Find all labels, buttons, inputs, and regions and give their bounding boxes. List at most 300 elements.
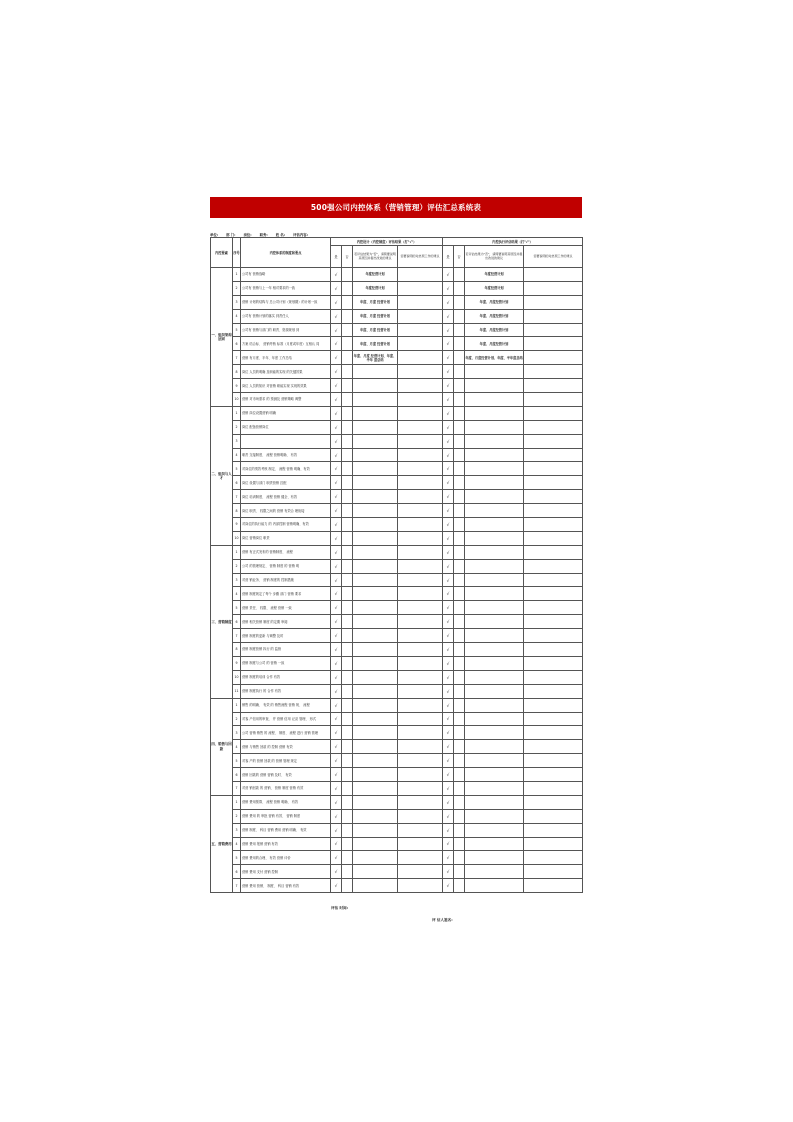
seq-cell: 3 bbox=[233, 573, 241, 587]
design-reason-cell: 年度、月度 经营计划 bbox=[353, 323, 398, 337]
table-row bbox=[211, 490, 583, 504]
seq-cell: 4 bbox=[233, 837, 241, 851]
exec-no-cell bbox=[454, 823, 465, 837]
design-plan-cell bbox=[398, 393, 443, 407]
design-no-cell bbox=[342, 504, 353, 518]
design-yes-cell: √ bbox=[331, 615, 342, 629]
header-exec-reason: 若评估结果为"否"，请简要说明其原因并提出改进的建议 bbox=[465, 246, 524, 268]
exec-no-cell bbox=[454, 629, 465, 643]
design-yes-cell: √ bbox=[331, 406, 342, 420]
exec-reason-cell: 年度、月度经营计划、年度、半年度总结 bbox=[465, 351, 524, 365]
table-row bbox=[211, 406, 583, 420]
design-reason-cell bbox=[353, 448, 398, 462]
exec-reason-cell bbox=[465, 448, 524, 462]
design-reason-cell bbox=[353, 365, 398, 379]
design-no-cell bbox=[342, 379, 353, 393]
item-cell: 岗位 配备营销岗位 bbox=[241, 420, 331, 434]
exec-no-cell bbox=[454, 684, 465, 698]
exec-plan-cell bbox=[524, 309, 583, 323]
seq-cell: 7 bbox=[233, 351, 241, 365]
exec-plan-cell bbox=[524, 823, 583, 837]
design-reason-cell bbox=[353, 531, 398, 545]
table-row bbox=[211, 504, 583, 518]
exec-no-cell bbox=[454, 462, 465, 476]
design-yes-cell: √ bbox=[331, 295, 342, 309]
design-yes-cell: √ bbox=[331, 587, 342, 601]
exec-plan-cell bbox=[524, 573, 583, 587]
exec-plan-cell bbox=[524, 323, 583, 337]
meta-name: 姓 名: bbox=[275, 232, 286, 237]
design-plan-cell bbox=[398, 712, 443, 726]
design-reason-cell bbox=[353, 545, 398, 559]
exec-yes-cell: √ bbox=[443, 601, 454, 615]
design-yes-cell: √ bbox=[331, 781, 342, 795]
table-row bbox=[211, 781, 583, 795]
design-plan-cell bbox=[398, 573, 443, 587]
design-yes-cell: √ bbox=[331, 504, 342, 518]
exec-no-cell bbox=[454, 309, 465, 323]
table-row bbox=[211, 754, 583, 768]
exec-yes-cell: √ bbox=[443, 268, 454, 282]
category-cell: 五、营销费用 bbox=[211, 795, 233, 892]
header-design-yes: 是 bbox=[331, 246, 342, 268]
exec-no-cell bbox=[454, 754, 465, 768]
design-yes-cell: √ bbox=[331, 629, 342, 643]
design-reason-cell: 年度经营计划 bbox=[353, 268, 398, 282]
seq-cell: 1 bbox=[233, 795, 241, 809]
seq-cell: 7 bbox=[233, 490, 241, 504]
item-cell: 营销 费用 营销、 制度、 科目 营销 有效 bbox=[241, 879, 331, 893]
header-exec-yes: 是 bbox=[443, 246, 454, 268]
evaluation-table bbox=[210, 237, 583, 893]
item-cell: 营销 相关营销 制度 的定期 审阅 bbox=[241, 615, 331, 629]
exec-reason-cell: 年度经营计划 bbox=[465, 281, 524, 295]
design-reason-cell: 年度、月度 经营计划、年度、半年 度总结 bbox=[353, 351, 398, 365]
exec-reason-cell bbox=[465, 656, 524, 670]
item-cell: 公司有 营销与上一年 相对要求的一致 bbox=[241, 281, 331, 295]
table-row bbox=[211, 656, 583, 670]
exec-plan-cell bbox=[524, 656, 583, 670]
design-plan-cell bbox=[398, 837, 443, 851]
exec-reason-cell bbox=[465, 573, 524, 587]
exec-yes-cell: √ bbox=[443, 795, 454, 809]
seq-cell: 4 bbox=[233, 448, 241, 462]
exec-no-cell bbox=[454, 337, 465, 351]
table-row bbox=[211, 865, 583, 879]
design-reason-cell bbox=[353, 656, 398, 670]
table-row bbox=[211, 420, 583, 434]
meta-content: 评估内容: bbox=[293, 232, 308, 237]
table-row bbox=[211, 837, 583, 851]
exec-yes-cell: √ bbox=[443, 726, 454, 740]
exec-plan-cell bbox=[524, 768, 583, 782]
exec-yes-cell: √ bbox=[443, 504, 454, 518]
design-plan-cell bbox=[398, 351, 443, 365]
table-row bbox=[211, 684, 583, 698]
item-cell: 岗位 营销岗位 职责 bbox=[241, 531, 331, 545]
exec-reason-cell bbox=[465, 434, 524, 448]
exec-plan-cell bbox=[524, 615, 583, 629]
table-row bbox=[211, 531, 583, 545]
design-reason-cell bbox=[353, 684, 398, 698]
seq-cell: 6 bbox=[233, 768, 241, 782]
design-reason-cell bbox=[353, 795, 398, 809]
design-yes-cell: √ bbox=[331, 309, 342, 323]
exec-no-cell bbox=[454, 295, 465, 309]
design-plan-cell bbox=[398, 670, 443, 684]
design-reason-cell bbox=[353, 504, 398, 518]
table-row bbox=[211, 851, 583, 865]
design-reason-cell bbox=[353, 379, 398, 393]
design-no-cell bbox=[342, 281, 353, 295]
exec-plan-cell bbox=[524, 379, 583, 393]
seq-cell: 9 bbox=[233, 518, 241, 532]
design-plan-cell bbox=[398, 531, 443, 545]
item-cell: 营销 制度与公司 的 营销 一致 bbox=[241, 656, 331, 670]
exec-plan-cell bbox=[524, 434, 583, 448]
design-yes-cell: √ bbox=[331, 573, 342, 587]
design-no-cell bbox=[342, 809, 353, 823]
table-row bbox=[211, 476, 583, 490]
design-no-cell bbox=[342, 754, 353, 768]
design-plan-cell bbox=[398, 365, 443, 379]
seq-cell: 10 bbox=[233, 670, 241, 684]
seq-cell: 4 bbox=[233, 309, 241, 323]
item-cell: 对营 销回款 的 营销、 营销 制度 营销 有效 bbox=[241, 781, 331, 795]
exec-no-cell bbox=[454, 698, 465, 712]
item-cell: 营销 费用 支付 营销 控制 bbox=[241, 865, 331, 879]
exec-yes-cell: √ bbox=[443, 545, 454, 559]
exec-plan-cell bbox=[524, 781, 583, 795]
exec-yes-cell: √ bbox=[443, 393, 454, 407]
exec-yes-cell: √ bbox=[443, 406, 454, 420]
exec-reason-cell bbox=[465, 643, 524, 657]
design-reason-cell bbox=[353, 726, 398, 740]
item-cell: 营销 有正式发布的 营销制度、 流程 bbox=[241, 545, 331, 559]
exec-plan-cell bbox=[524, 337, 583, 351]
exec-plan-cell bbox=[524, 726, 583, 740]
seq-cell: 6 bbox=[233, 337, 241, 351]
design-no-cell bbox=[342, 434, 353, 448]
design-reason-cell bbox=[353, 781, 398, 795]
table-row bbox=[211, 698, 583, 712]
exec-reason-cell bbox=[465, 809, 524, 823]
design-reason-cell bbox=[353, 851, 398, 865]
item-cell: 营销 制度执行 的 合作 有效 bbox=[241, 684, 331, 698]
design-reason-cell bbox=[353, 393, 398, 407]
table-row bbox=[211, 309, 583, 323]
design-plan-cell bbox=[398, 323, 443, 337]
item-cell: 岗位 人员的知识 对营销 职能实现 实现的效果 bbox=[241, 379, 331, 393]
seq-cell: 6 bbox=[233, 615, 241, 629]
design-plan-cell bbox=[398, 504, 443, 518]
exec-yes-cell: √ bbox=[443, 379, 454, 393]
design-no-cell bbox=[342, 295, 353, 309]
design-reason-cell bbox=[353, 712, 398, 726]
exec-no-cell bbox=[454, 865, 465, 879]
exec-plan-cell bbox=[524, 281, 583, 295]
table-row bbox=[211, 462, 583, 476]
table-row bbox=[211, 573, 583, 587]
exec-plan-cell bbox=[524, 545, 583, 559]
seq-cell: 1 bbox=[233, 545, 241, 559]
table-row bbox=[211, 629, 583, 643]
evaluation-sheet bbox=[210, 197, 582, 893]
exec-no-cell bbox=[454, 351, 465, 365]
design-yes-cell: √ bbox=[331, 379, 342, 393]
exec-reason-cell bbox=[465, 754, 524, 768]
exec-plan-cell bbox=[524, 712, 583, 726]
exec-plan-cell bbox=[524, 601, 583, 615]
meta-unit: 单位: bbox=[210, 232, 219, 237]
design-yes-cell: √ bbox=[331, 337, 342, 351]
exec-no-cell bbox=[454, 643, 465, 657]
exec-plan-cell bbox=[524, 837, 583, 851]
exec-reason-cell bbox=[465, 712, 524, 726]
item-cell: 岗位 人员的明确 及职能的实现 的关键效果 bbox=[241, 365, 331, 379]
design-reason-cell: 年度经营计划 bbox=[353, 281, 398, 295]
table-row bbox=[211, 726, 583, 740]
exec-yes-cell: √ bbox=[443, 740, 454, 754]
item-cell: 对客 户的 营销 回款 的 营销 管理 规定 bbox=[241, 754, 331, 768]
exec-no-cell bbox=[454, 615, 465, 629]
exec-plan-cell bbox=[524, 295, 583, 309]
design-no-cell bbox=[342, 656, 353, 670]
exec-no-cell bbox=[454, 476, 465, 490]
design-yes-cell: √ bbox=[331, 434, 342, 448]
exec-yes-cell: √ bbox=[443, 823, 454, 837]
design-plan-cell bbox=[398, 281, 443, 295]
design-plan-cell bbox=[398, 781, 443, 795]
seq-cell: 2 bbox=[233, 559, 241, 573]
header-exec-no: 否 bbox=[454, 246, 465, 268]
design-reason-cell bbox=[353, 879, 398, 893]
item-cell: 公司 的管理规定、 营销 制度 的 营销 明 bbox=[241, 559, 331, 573]
design-plan-cell bbox=[398, 587, 443, 601]
exec-reason-cell bbox=[465, 865, 524, 879]
design-no-cell bbox=[342, 531, 353, 545]
design-no-cell bbox=[342, 601, 353, 615]
design-plan-cell bbox=[398, 490, 443, 504]
design-yes-cell: √ bbox=[331, 754, 342, 768]
exec-no-cell bbox=[454, 573, 465, 587]
design-yes-cell: √ bbox=[331, 851, 342, 865]
item-cell: 对岗位的执行能力 的 内部控制 营销明确、有效 bbox=[241, 518, 331, 532]
design-yes-cell: √ bbox=[331, 837, 342, 851]
exec-yes-cell: √ bbox=[443, 337, 454, 351]
exec-reason-cell bbox=[465, 379, 524, 393]
design-no-cell bbox=[342, 712, 353, 726]
item-cell: 营销 岗位设置营销 明确 bbox=[241, 406, 331, 420]
design-plan-cell bbox=[398, 295, 443, 309]
design-reason-cell bbox=[353, 462, 398, 476]
design-no-cell bbox=[342, 573, 353, 587]
exec-yes-cell: √ bbox=[443, 531, 454, 545]
exec-plan-cell bbox=[524, 531, 583, 545]
table-row bbox=[211, 337, 583, 351]
exec-no-cell bbox=[454, 601, 465, 615]
table-row bbox=[211, 615, 583, 629]
design-no-cell bbox=[342, 309, 353, 323]
design-reason-cell bbox=[353, 823, 398, 837]
exec-no-cell bbox=[454, 670, 465, 684]
exec-plan-cell bbox=[524, 268, 583, 282]
design-reason-cell bbox=[353, 754, 398, 768]
exec-no-cell bbox=[454, 323, 465, 337]
seq-cell: 2 bbox=[233, 712, 241, 726]
seq-cell: 5 bbox=[233, 851, 241, 865]
item-cell: 营销 计划的结构与 总公司计划（规划期）的计划一致 bbox=[241, 295, 331, 309]
design-no-cell bbox=[342, 865, 353, 879]
design-no-cell bbox=[342, 420, 353, 434]
table-row bbox=[211, 379, 583, 393]
design-plan-cell bbox=[398, 823, 443, 837]
design-yes-cell: √ bbox=[331, 448, 342, 462]
exec-reason-cell bbox=[465, 545, 524, 559]
seq-cell: 2 bbox=[233, 420, 241, 434]
exec-plan-cell bbox=[524, 365, 583, 379]
item-cell: 营销 回款的 营销 营销 及时、 有效 bbox=[241, 768, 331, 782]
design-no-cell bbox=[342, 268, 353, 282]
design-no-cell bbox=[342, 351, 353, 365]
design-plan-cell bbox=[398, 615, 443, 629]
exec-no-cell bbox=[454, 420, 465, 434]
exec-reason-cell bbox=[465, 823, 524, 837]
exec-reason-cell bbox=[465, 726, 524, 740]
exec-reason-cell: 年度、月度经营计划 bbox=[465, 295, 524, 309]
design-yes-cell: √ bbox=[331, 879, 342, 893]
seq-cell: 7 bbox=[233, 879, 241, 893]
design-plan-cell bbox=[398, 684, 443, 698]
exec-plan-cell bbox=[524, 698, 583, 712]
header-exec-group: 内控执行评估结果（打"√"） bbox=[443, 238, 583, 246]
design-plan-cell bbox=[398, 309, 443, 323]
seq-cell: 10 bbox=[233, 531, 241, 545]
design-yes-cell: √ bbox=[331, 809, 342, 823]
exec-yes-cell: √ bbox=[443, 809, 454, 823]
exec-yes-cell: √ bbox=[443, 281, 454, 295]
item-cell: 对营 销业务、 营销 制度的 控制措施 bbox=[241, 573, 331, 587]
item-cell: 公司 营销 销售 的 流程、 制度、 流程 进行 营销 管理 bbox=[241, 726, 331, 740]
seq-cell: 8 bbox=[233, 365, 241, 379]
exec-plan-cell bbox=[524, 809, 583, 823]
exec-no-cell bbox=[454, 393, 465, 407]
design-yes-cell: √ bbox=[331, 684, 342, 698]
design-plan-cell bbox=[398, 768, 443, 782]
seq-cell: 2 bbox=[233, 281, 241, 295]
exec-yes-cell: √ bbox=[443, 615, 454, 629]
exec-no-cell bbox=[454, 518, 465, 532]
table-row bbox=[211, 643, 583, 657]
item-cell: 营销 有月度、半年、年度 工作总结 bbox=[241, 351, 331, 365]
exec-yes-cell: √ bbox=[443, 698, 454, 712]
table-row bbox=[211, 448, 583, 462]
signature-label: 评 估人签名: bbox=[432, 918, 453, 922]
exec-yes-cell: √ bbox=[443, 323, 454, 337]
seq-cell: 3 bbox=[233, 434, 241, 448]
design-plan-cell bbox=[398, 809, 443, 823]
exec-plan-cell bbox=[524, 587, 583, 601]
exec-no-cell bbox=[454, 406, 465, 420]
design-plan-cell bbox=[398, 879, 443, 893]
design-no-cell bbox=[342, 545, 353, 559]
seq-cell: 9 bbox=[233, 656, 241, 670]
exec-yes-cell: √ bbox=[443, 781, 454, 795]
seq-cell: 10 bbox=[233, 393, 241, 407]
exec-reason-cell bbox=[465, 504, 524, 518]
design-yes-cell: √ bbox=[331, 365, 342, 379]
seq-cell: 6 bbox=[233, 476, 241, 490]
design-yes-cell: √ bbox=[331, 559, 342, 573]
exec-plan-cell bbox=[524, 795, 583, 809]
design-plan-cell bbox=[398, 448, 443, 462]
design-no-cell bbox=[342, 684, 353, 698]
design-plan-cell bbox=[398, 726, 443, 740]
exec-yes-cell: √ bbox=[443, 295, 454, 309]
exec-reason-cell bbox=[465, 601, 524, 615]
exec-reason-cell: 年度经营计划 bbox=[465, 268, 524, 282]
exec-no-cell bbox=[454, 268, 465, 282]
seq-cell: 6 bbox=[233, 865, 241, 879]
exec-plan-cell bbox=[524, 420, 583, 434]
table-row bbox=[211, 795, 583, 809]
design-reason-cell bbox=[353, 643, 398, 657]
seq-cell: 4 bbox=[233, 587, 241, 601]
exec-reason-cell bbox=[465, 879, 524, 893]
item-cell: 岗位 设置与部门 职责营销 匹配 bbox=[241, 476, 331, 490]
exec-no-cell bbox=[454, 490, 465, 504]
design-plan-cell bbox=[398, 462, 443, 476]
exec-yes-cell: √ bbox=[443, 712, 454, 726]
item-cell: 岗位 职责、 权限之间的 营销 有效合 理衔接 bbox=[241, 504, 331, 518]
design-reason-cell bbox=[353, 559, 398, 573]
design-reason-cell bbox=[353, 587, 398, 601]
exec-reason-cell bbox=[465, 490, 524, 504]
design-reason-cell bbox=[353, 809, 398, 823]
exec-plan-cell bbox=[524, 476, 583, 490]
exec-yes-cell: √ bbox=[443, 629, 454, 643]
table-row bbox=[211, 351, 583, 365]
exec-reason-cell bbox=[465, 393, 524, 407]
design-no-cell bbox=[342, 781, 353, 795]
exec-yes-cell: √ bbox=[443, 309, 454, 323]
header-design-group: 内控设计（内控制度）评估结果（打"√"） bbox=[331, 238, 443, 246]
exec-reason-cell: 年度、月度经营计划 bbox=[465, 337, 524, 351]
design-reason-cell: 年度、月度 经营计划 bbox=[353, 309, 398, 323]
item-cell bbox=[241, 434, 331, 448]
exec-reason-cell bbox=[465, 851, 524, 865]
design-reason-cell bbox=[353, 670, 398, 684]
design-plan-cell bbox=[398, 406, 443, 420]
header-category: 内控要素 bbox=[211, 238, 233, 268]
exec-yes-cell: √ bbox=[443, 476, 454, 490]
table-row bbox=[211, 434, 583, 448]
category-cell: 四、销售与回款 bbox=[211, 698, 233, 795]
design-reason-cell bbox=[353, 698, 398, 712]
exec-reason-cell bbox=[465, 768, 524, 782]
exec-yes-cell: √ bbox=[443, 573, 454, 587]
exec-yes-cell: √ bbox=[443, 837, 454, 851]
design-reason-cell bbox=[353, 601, 398, 615]
table-row bbox=[211, 365, 583, 379]
design-plan-cell bbox=[398, 379, 443, 393]
item-cell: 公司有 营销与部门的 职责、资源规划 到 bbox=[241, 323, 331, 337]
exec-plan-cell bbox=[524, 643, 583, 657]
item-cell: 营销 责任、 权限、 流程 营销 一致 bbox=[241, 601, 331, 615]
design-plan-cell bbox=[398, 629, 443, 643]
design-plan-cell bbox=[398, 545, 443, 559]
table-row bbox=[211, 768, 583, 782]
